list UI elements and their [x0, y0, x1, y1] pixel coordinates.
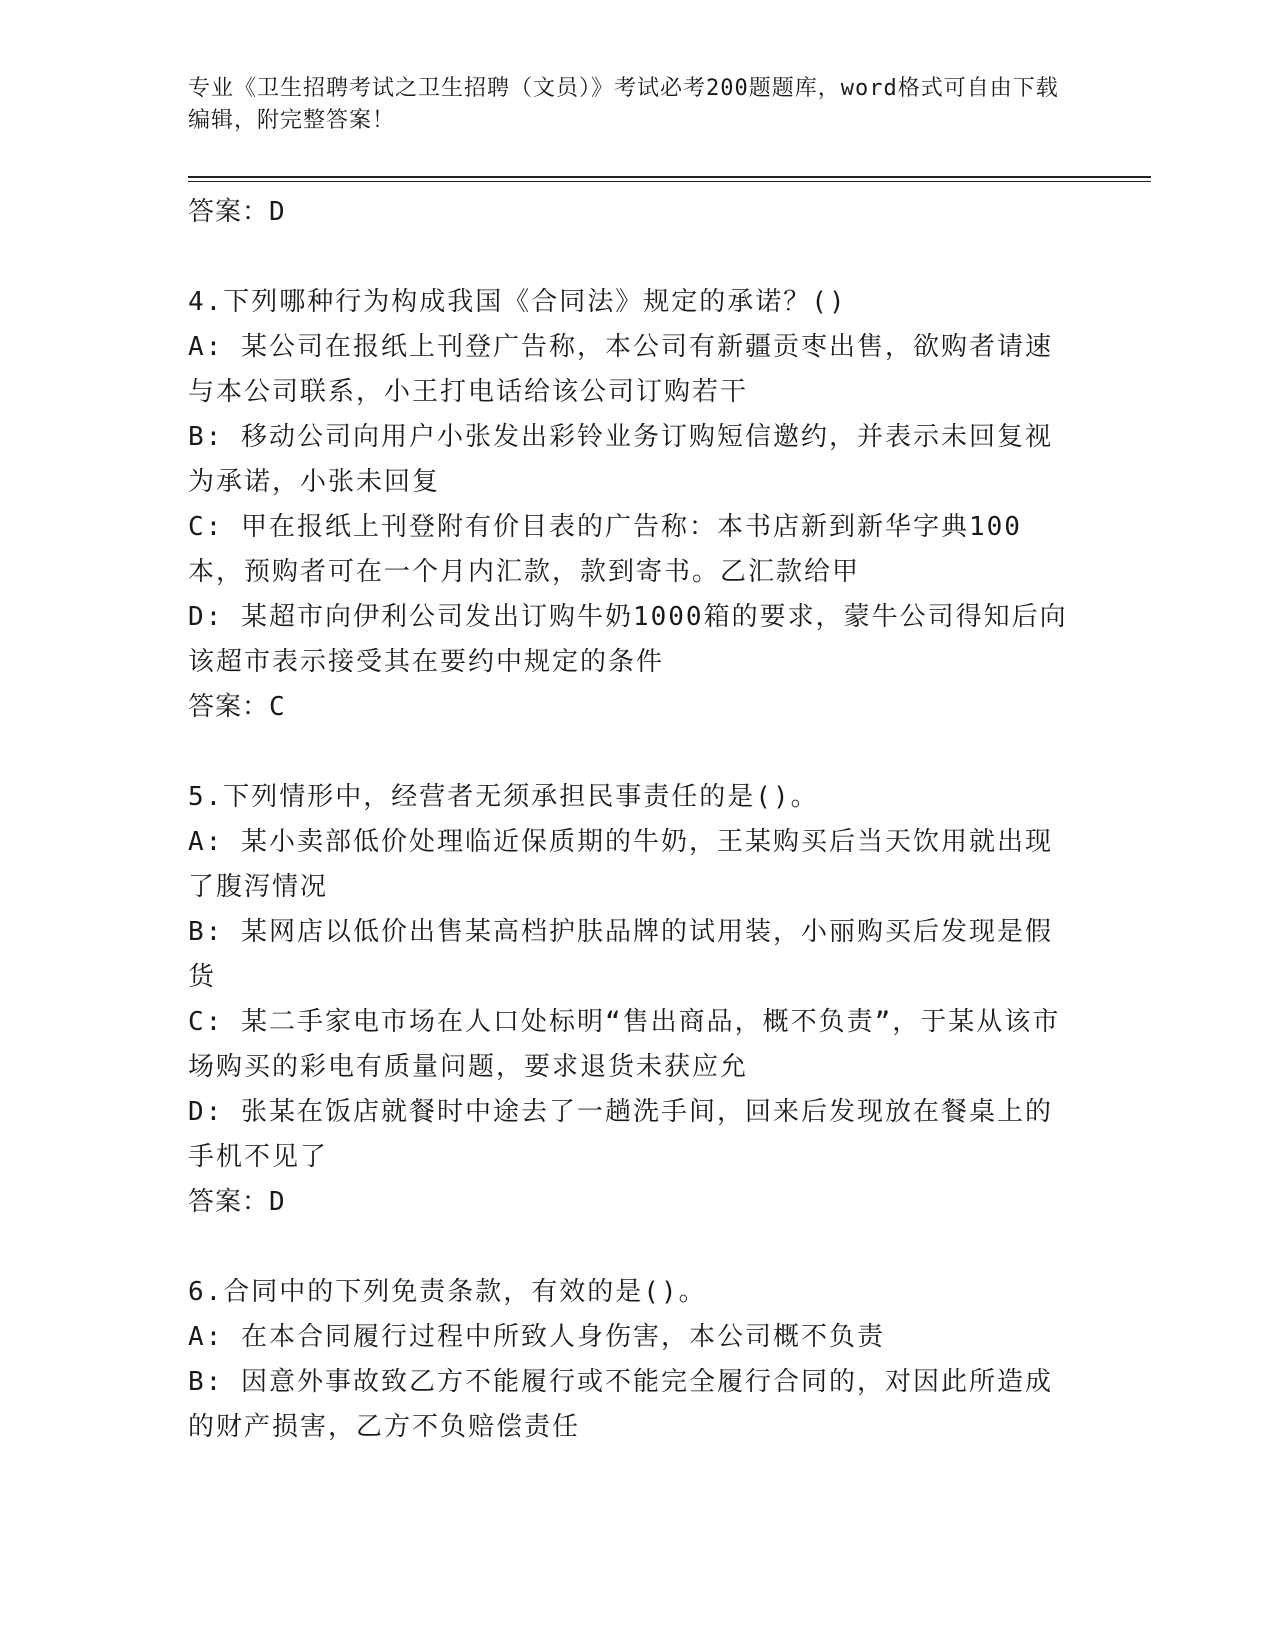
document-body	[188, 190, 1068, 1450]
option-c: C: 某二手家电市场在人口处标明“售出商品，概不负责”，于某从该市场购买的彩电有质量问题，要求退货未获应允	[188, 1007, 1061, 1082]
question-4	[188, 280, 1068, 730]
option-a: A: 某公司在报纸上刊登广告称，本公司有新疆贡枣出售，欲购者请速与本公司联系，小王打电话给该公司订购若干	[188, 332, 1053, 407]
header-rule-thick	[188, 176, 1151, 178]
option-d: D: 张某在饭店就餐时中途去了一趟洗手间，回来后发现放在餐桌上的手机不见了	[188, 1097, 1053, 1172]
option-d: D: 某超市向伊利公司发出订购牛奶1000箱的要求，蒙牛公司得知后向该超市表示接受其在要约中规定的条件	[188, 602, 1068, 677]
option-a: A: 在本合同履行过程中所致人身伤害，本公司概不负责	[188, 1322, 885, 1352]
header-text: 专业《卫生招聘考试之卫生招聘（文员）》考试必考200题题库，word格式可自由下载编辑，附完整答案！	[188, 76, 1059, 133]
document-header	[188, 73, 1068, 137]
option-b: B: 某网店以低价出售某高档护肤品牌的试用装，小丽购买后发现是假货	[188, 917, 1053, 992]
question-stem: 6.合同中的下列免责条款，有效的是()。	[188, 1277, 707, 1307]
question-stem: 5.下列情形中，经营者无须承担民事责任的是()。	[188, 782, 819, 812]
previous-answer: 答案：D	[188, 197, 286, 227]
option-b: B: 移动公司向用户小张发出彩铃业务订购短信邀约，并表示未回复视为承诺，小张未回复	[188, 422, 1053, 497]
answer: 答案：C	[188, 692, 286, 722]
option-b: B: 因意外事故致乙方不能履行或不能完全履行合同的，对因此所造成的财产损害，乙方不负赔偿责任	[188, 1367, 1053, 1442]
question-stem: 4.下列哪种行为构成我国《合同法》规定的承诺？()	[188, 287, 847, 317]
question-6	[188, 1270, 1068, 1450]
answer: 答案：D	[188, 1187, 286, 1217]
option-a: A: 某小卖部低价处理临近保质期的牛奶，王某购买后当天饮用就出现了腹泻情况	[188, 827, 1053, 902]
question-5	[188, 775, 1068, 1225]
header-rule-thin	[188, 181, 1151, 182]
option-c: C: 甲在报纸上刊登附有价目表的广告称：本书店新到新华字典100本，预购者可在一个月内汇款，款到寄书。乙汇款给甲	[188, 512, 1022, 587]
